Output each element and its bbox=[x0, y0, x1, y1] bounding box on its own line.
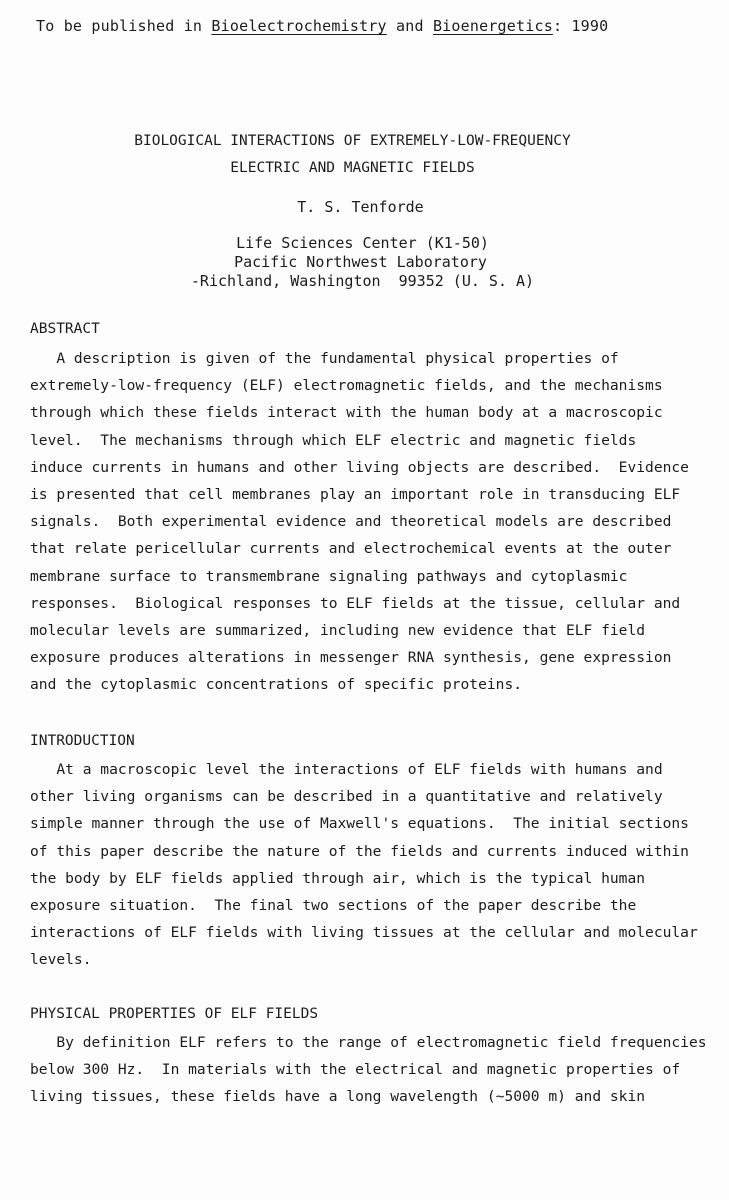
physical-properties-body bbox=[30, 1029, 729, 1111]
introduction-heading: INTRODUCTION bbox=[30, 733, 135, 749]
text-line: extremely-low-frequency (ELF) electromagnetic fields, and the mechanisms bbox=[30, 377, 663, 395]
text-line: exposure situation. The final two sections of the paper describe the bbox=[30, 897, 637, 915]
paper-title-line-1: BIOLOGICAL INTERACTIONS OF EXTREMELY-LOW-FREQUENCY bbox=[134, 133, 571, 149]
text-line: the body by ELF fields applied through air, which is the typical human bbox=[30, 869, 646, 887]
publication-note bbox=[36, 17, 608, 35]
text-line: through which these fields interact with the human body at a macroscopic bbox=[30, 404, 663, 422]
text-line: interactions of ELF fields with living tissues at the cellular and molecular bbox=[30, 924, 698, 942]
text-line: levels. bbox=[30, 951, 92, 969]
text-line: induce currents in humans and other living objects are described. Evidence bbox=[30, 458, 689, 476]
publication-prefix: To be published in bbox=[36, 17, 212, 35]
text-line: exposure produces alterations in messenger RNA synthesis, gene expression bbox=[30, 649, 672, 667]
text-line: membrane surface to transmembrane signaling pathways and cytoplasmic bbox=[30, 567, 628, 585]
journal-name-part1: Bioelectrochemistry bbox=[211, 17, 387, 35]
text-line: simple manner through the use of Maxwell's equations. The initial sections bbox=[30, 815, 689, 833]
abstract-body bbox=[30, 345, 729, 699]
text-line: molecular levels are summarized, including new evidence that ELF field bbox=[30, 622, 646, 640]
journal-conjunction: and bbox=[386, 17, 433, 35]
text-line: is presented that cell membranes play an important role in transducing ELF bbox=[30, 486, 681, 504]
author-name: T. S. Tenforde bbox=[297, 198, 424, 216]
journal-name-part2: Bioenergetics bbox=[432, 17, 553, 35]
affiliation-line-2: Pacific Northwest Laboratory bbox=[234, 253, 487, 271]
text-line: and the cytoplasmic concentrations of specific proteins. bbox=[30, 676, 523, 694]
text-line: At a macroscopic level the interactions of ELF fields with humans and bbox=[30, 761, 663, 778]
introduction-body bbox=[30, 756, 729, 974]
publication-year: : 1990 bbox=[552, 17, 609, 35]
text-line: living tissues, these fields have a long wavelength (~5000 m) and skin bbox=[30, 1088, 646, 1106]
text-line: By definition ELF refers to the range of electromagnetic field frequencies bbox=[30, 1034, 707, 1051]
affiliation-line-1: Life Sciences Center (K1-50) bbox=[236, 234, 489, 252]
affiliation-line-3: -Richland, Washington 99352 (U. S. A) bbox=[190, 272, 535, 290]
physical-properties-heading: PHYSICAL PROPERTIES OF ELF FIELDS bbox=[30, 1006, 319, 1022]
text-line: that relate pericellular currents and electrochemical events at the outer bbox=[30, 540, 672, 558]
text-line: A description is given of the fundamental physical properties of bbox=[30, 350, 619, 367]
text-line: signals. Both experimental evidence and theoretical models are described bbox=[30, 513, 672, 531]
text-line: responses. Biological responses to ELF fields at the tissue, cellular and bbox=[30, 594, 681, 612]
text-line: level. The mechanisms through which ELF electric and magnetic fields bbox=[30, 431, 637, 449]
paper-title-line-2: ELECTRIC AND MAGNETIC FIELDS bbox=[230, 160, 475, 176]
text-line: other living organisms can be described in a quantitative and relatively bbox=[30, 788, 663, 806]
abstract-heading: ABSTRACT bbox=[30, 321, 100, 337]
text-line: below 300 Hz. In materials with the electrical and magnetic properties of bbox=[30, 1061, 681, 1079]
text-line: of this paper describe the nature of the fields and currents induced within bbox=[30, 842, 689, 860]
